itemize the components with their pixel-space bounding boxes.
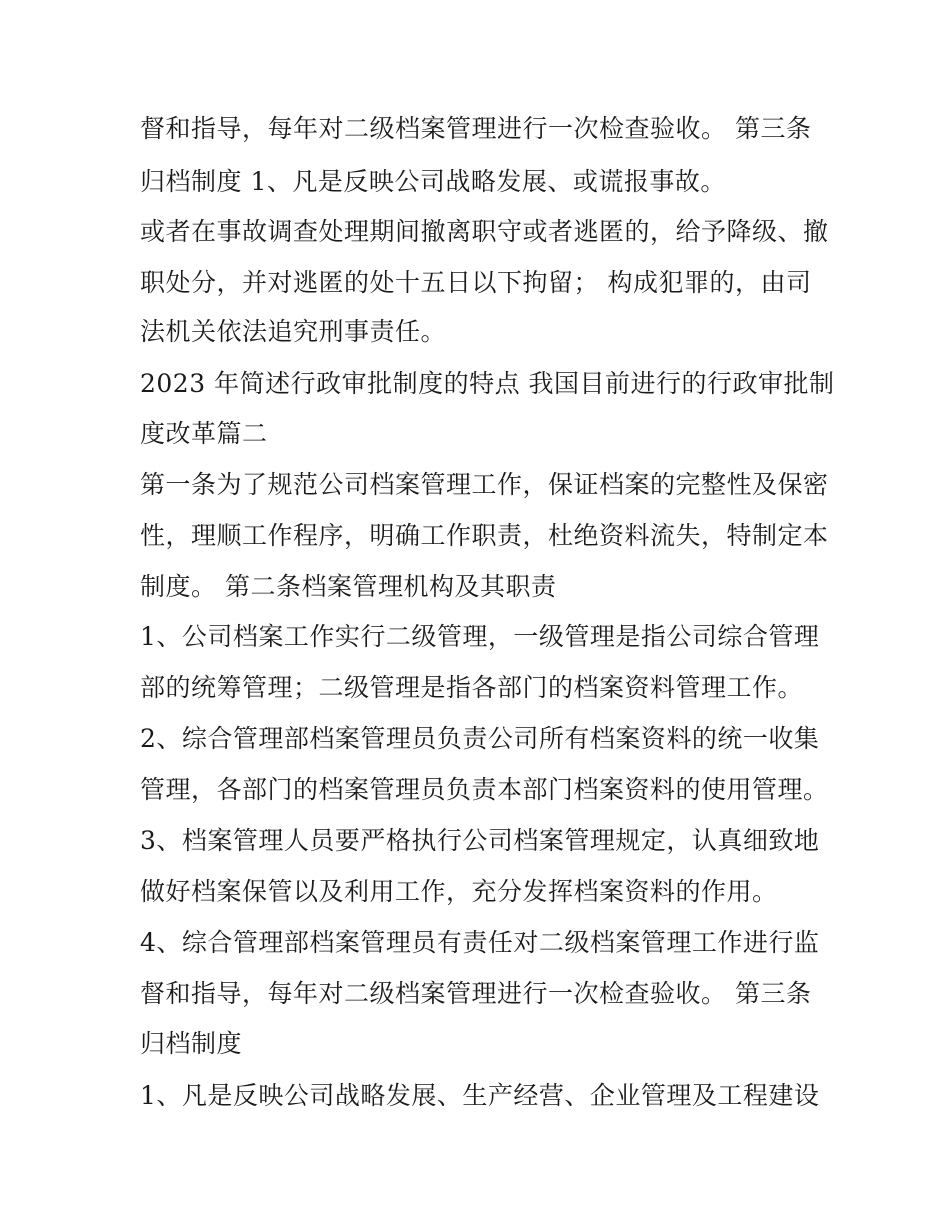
text-line-15: 3、档案管理人员要严格执行公司档案管理规定，认真细致地 [140, 826, 820, 855]
text-line-8: 第一条为了规范公司档案管理工作，保证档案的完整性及保密 [140, 470, 829, 499]
text-line-4: 职处分，并对逃匿的处十五日以下拘留； 构成犯罪的，由司 [140, 268, 812, 297]
text-line-14: 管理，各部门的档案管理员负责本部门档案资料的使用管理。 [140, 775, 829, 804]
text-line-2: 归档制度 1、凡是反映公司战略发展、或谎报事故。 [140, 167, 726, 196]
text-line-5: 法机关依法追究刑事责任。 [140, 317, 447, 346]
text-line-16: 做好档案保管以及利用工作，充分发挥档案资料的作用。 [140, 877, 778, 906]
text-line-20: 1、凡是反映公司战略发展、生产经营、企业管理及工程建设 [140, 1081, 820, 1110]
text-line-17: 4、综合管理部档案管理员有责任对二级档案管理工作进行监 [140, 928, 820, 957]
text-line-9: 性，理顺工作程序，明确工作职责，杜绝资料流失，特制定本 [140, 521, 829, 550]
text-line-10: 制度。 第二条档案管理机构及其职责 [140, 572, 557, 601]
text-line-11: 1、公司档案工作实行二级管理，一级管理是指公司综合管理 [140, 622, 820, 651]
text-line-1: 督和指导，每年对二级档案管理进行一次检查验收。 第三条 [140, 114, 812, 143]
text-line-12: 部的统筹管理；二级管理是指各部门的档案资料管理工作。 [140, 673, 804, 702]
text-line-18: 督和指导，每年对二级档案管理进行一次检查验收。 第三条 [140, 979, 812, 1008]
text-line-3: 或者在事故调查处理期间撤离职守或者逃匿的，给予降级、撤 [140, 217, 829, 246]
text-line-19: 归档制度 [140, 1029, 243, 1058]
text-line-6: 2023 年简述行政审批制度的特点 我国目前进行的行政审批制 [140, 369, 835, 398]
text-line-7: 度改革篇二 [140, 419, 268, 448]
text-line-13: 2、综合管理部档案管理员负责公司所有档案资料的统一收集 [140, 724, 820, 753]
